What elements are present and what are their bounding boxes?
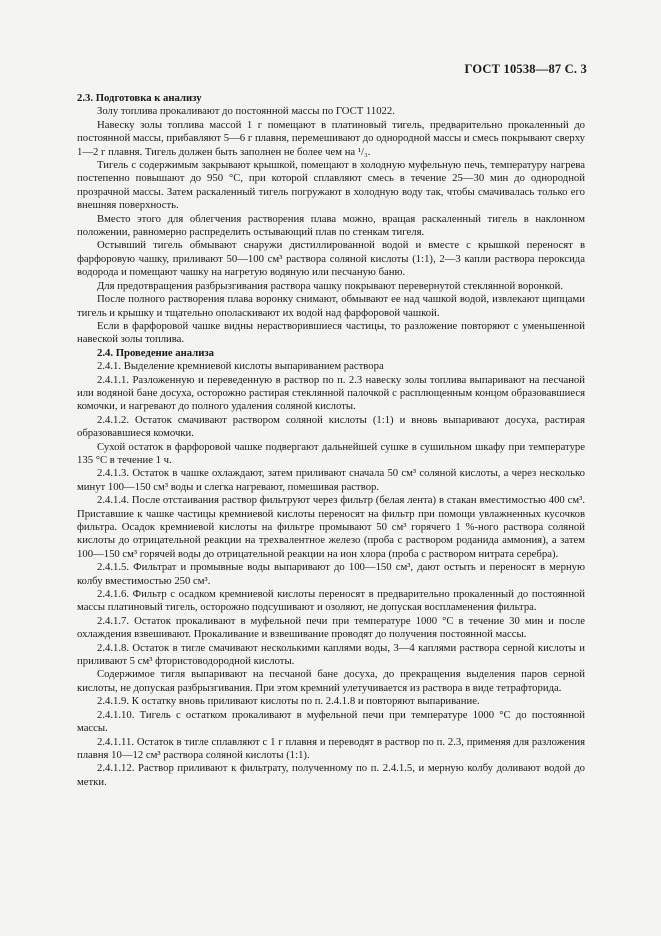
paragraph: Навеску золы топлива массой 1 г помещают в платиновый тигель, предварительно прокаленный до постоянной массы, прибавляют 5—6 г плавня, перемешивают до однородной массы и смесь покрывают сверху 1—2 г плавня. Тигель должен быть заполнен не более чем на ¹/₃.	[77, 118, 585, 158]
paragraph: 2.4.1.12. Раствор приливают к фильтрату, полученному по п. 2.4.1.5, и мерную колбу доливают водой до метки.	[77, 762, 585, 788]
paragraph: 2.4.1. Выделение кремниевой кислоты выпариванием раствора	[97, 360, 384, 373]
paragraph: 2.4.1.3. Остаток в чашке охлаждают, затем приливают сначала 50 см³ соляной кислоты, а через несколько минут 100—150 см³ воды и слегка нагревают, помешивая раствор.	[77, 467, 585, 493]
paragraph: Для предотвращения разбрызгивания раствора чашку покрывают перевернутой стеклянной воронкой.	[97, 279, 564, 292]
document-body	[77, 92, 585, 789]
paragraph: 2.4.1.8. Остаток в тигле смачивают несколькими каплями воды, 3—4 каплями раствора серной кислоты и приливают 5 см³ фтористоводородной кислоты.	[77, 641, 585, 668]
paragraph: Золу топлива прокаливают до постоянной массы по ГОСТ 11022.	[97, 105, 395, 118]
paragraph: Вместо этого для облегчения растворения плава можно, вращая раскаленный тигель в наклонном положении, равномерно распределить остывающий плав по стенкам тигеля.	[77, 212, 585, 239]
paragraph: 2.4.1.1. Разложенную и переведенную в раствор по п. 2.3 навеску золы топлива выпаривают на песчаной или водяной бане досуха, осторожно растирая стеклянной палочкой с расплющенным концом образовавшиеся комочки, и нагревают до полного удаления соляной кислоты.	[77, 373, 585, 413]
paragraph: 2.4.1.5. Фильтрат и промывные воды выпаривают до 100—150 см³, дают остыть и переносят в мерную колбу вместимостью 250 см³.	[77, 561, 585, 587]
section-heading: 2.3. Подготовка к анализу	[77, 92, 202, 104]
paragraph: 2.4.1.10. Тигель с остатком прокаливают в муфельной печи при температуре 1000 °С до постоянной массы.	[77, 708, 585, 735]
paragraph: 2.4.1.11. Остаток в тигле сплавляют с 1 г плавня и переводят в раствор по п. 2.3, применяя для разложения плавня 10—12 см³ раствора соляной кислоты (1:1).	[77, 735, 585, 761]
paragraph: 2.4.1.2. Остаток смачивают раствором соляной кислоты (1:1) и вновь выпаривают досуха, растирая образовавшиеся комочки.	[77, 413, 585, 440]
section-heading: 2.4. Проведение анализа	[97, 346, 215, 359]
paragraph: 2.4.1.7. Остаток прокаливают в муфельной печи при температуре 1000 °С в течение 30 мин и после охлаждения взвешивают. Прокаливание и взвешивание проводят до получения постоянной массы.	[77, 614, 585, 641]
paragraph: Если в фарфоровой чашке видны нерастворившиеся частицы, то разложение повторяют с уменьшенной навеской золы топлива.	[77, 319, 585, 346]
paragraph: Сухой остаток в фарфоровой чашке подвергают дальнейшей сушке в сушильном шкафу при температуре 135 °С в течение 1 ч.	[77, 440, 585, 466]
page-header: ГОСТ 10538—87 С. 3	[464, 62, 587, 76]
paragraph: Тигель с содержимым закрывают крышкой, помещают в холодную муфельную печь, температуру нагрева постепенно повышают до 950 °С, при которой сплавляют смесь в течение 25—30 мин до однородной прозрачной массы. Затем раскаленный тигель погружают в холодную воду так, чтобы смачивалась только его внешняя поверхность.	[77, 159, 585, 212]
paragraph: 2.4.1.6. Фильтр с осадком кремниевой кислоты переносят в предварительно прокаленный до постоянной массы платиновый тигель, осторожно подсушивают и озоляют, не допуская воспламенения фильтра.	[77, 588, 585, 614]
paragraph: Содержимое тигля выпаривают на песчаной бане досуха, до прекращения выделения паров серной кислоты, не допуская разбрызгивания. При этом кремний улетучивается из раствора в виде тетрафторида.	[77, 668, 585, 694]
paragraph: 2.4.1.4. После отстаивания раствор фильтруют через фильтр (белая лента) в стакан вместимостью 400 см³. Приставшие к чашке частицы кремниевой кислоты переносят на фильтр при помощи увлажненных кусочков фильтра. Осадок кремниевой кислоты на фильтре промывают 50 см³ горячего 1 %-ного раствора соляной кислоты до отрицательной реакции на трехвалентное железо (проба с раствором роданида аммония), а затем 100—150 см³ горячей воды до отрицательной реакции на ион хлора (проба с раствором нитрата серебра).	[77, 494, 585, 560]
paragraph: После полного растворения плава воронку снимают, обмывают ее над чашкой водой, извлекают щипцами тигель и крышку и тщательно ополаскивают их водой над фарфоровой чашкой.	[77, 293, 585, 319]
paragraph: Остывший тигель обмывают снаружи дистиллированной водой и вместе с крышкой переносят в фарфоровую чашку, приливают 50—100 см³ раствора соляной кислоты (1:1), 2—3 капли раствора пероксида водорода и помещают чашку на нагретую водяную или песчаную баню.	[77, 239, 585, 279]
paragraph: 2.4.1.9. К остатку вновь приливают кислоты по п. 2.4.1.8 и повторяют выпаривание.	[97, 695, 480, 708]
